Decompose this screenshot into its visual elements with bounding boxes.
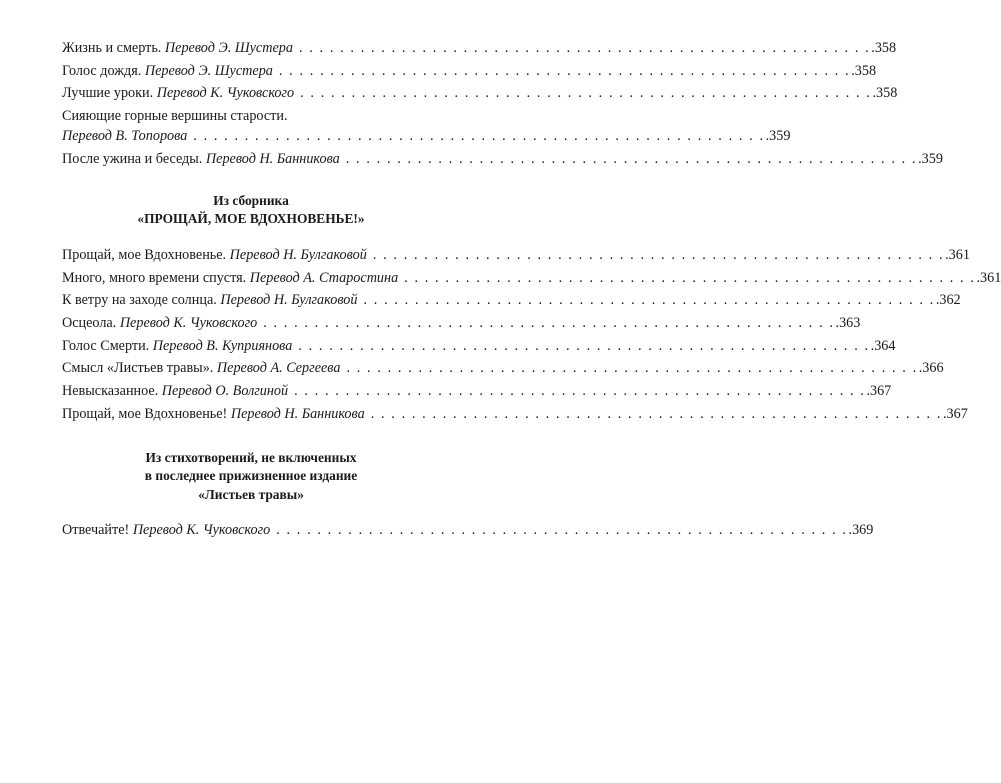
toc-entry (62, 313, 861, 333)
entry-page-number: .366 (918, 360, 944, 377)
section-heading-line: «ПРОЩАЙ, МОЕ ВДОХНОВЕНЬЕ!» (137, 211, 365, 227)
toc-section-list (62, 520, 874, 540)
entry-page-number: .362 (935, 292, 961, 309)
leader-dots: . . . . . . . . . . . . . . . . . . . . . . . . . . . . . . . . . . . . . . . . . . . . . . . . . . . . . . . . (193, 128, 765, 145)
leader-dots: . . . . . . . . . . . . . . . . . . . . . . . . . . . . . . . . . . . . . . . . . . . . . . . . . . . . . . . . (263, 315, 835, 331)
entry-page-number: .367 (866, 383, 892, 400)
entry-translator: Перевод Э. Шустера (144, 62, 273, 79)
entry-title: Смысл «Листьев травы». (62, 360, 214, 377)
entry-title: После ужина и беседы. (62, 150, 203, 167)
entry-page-number: .363 (835, 315, 861, 331)
entry-title: Невысказанное. (62, 383, 159, 400)
entry-page-number: .369 (848, 521, 874, 538)
entry-translator: Перевод К. Чуковского (156, 85, 295, 102)
toc-entry (62, 358, 944, 378)
section-heading (62, 192, 440, 229)
entry-translator: Перевод Э. Шустера (164, 40, 293, 56)
section-heading (62, 449, 440, 505)
entry-title: Жизнь и смерть. (62, 40, 162, 56)
entry-title: Голос дождя. (62, 62, 142, 79)
section-heading-line: Из сборника (213, 192, 289, 208)
entry-title: Прощай, мое Вдохновенье! (62, 405, 228, 422)
entry-title: Отвечайте! (62, 521, 130, 538)
toc-section-list (62, 245, 1001, 424)
leader-dots: . . . . . . . . . . . . . . . . . . . . . . . . . . . . . . . . . . . . . . . . . . . . . . . . . . . . . . . . (346, 360, 918, 377)
leader-dots: . . . . . . . . . . . . . . . . . . . . . . . . . . . . . . . . . . . . . . . . . . . . . . . . . . . . . . . . (370, 405, 942, 422)
entry-title: Лучшие уроки. (62, 85, 154, 102)
entry-translator: Перевод К. Чуковского (119, 315, 258, 331)
entry-translator: Перевод В. Куприянова (152, 337, 293, 354)
entry-second-line (62, 126, 791, 146)
entry-page-number: .358 (872, 85, 898, 102)
toc-entry (62, 520, 874, 540)
entry-title: Сияющие горные вершины старости. (62, 108, 288, 125)
toc-entry (62, 61, 877, 81)
toc-entry (62, 381, 892, 401)
entry-title: Осцеола. (62, 315, 117, 331)
entry-page-number: .367 (943, 405, 968, 422)
entry-title: Много, много времени спустя. (62, 269, 247, 286)
toc-entry (62, 38, 897, 58)
leader-dots: . . . . . . . . . . . . . . . . . . . . . . . . . . . . . . . . . . . . . . . . . . . . . . . . . . . . . . . . (363, 292, 935, 309)
section-heading-line: Из стихотворений, не включенных (145, 449, 357, 465)
entry-page-number: .361 (945, 246, 970, 263)
toc-entry (62, 290, 961, 310)
leader-dots: . . . . . . . . . . . . . . . . . . . . . . . . . . . . . . . . . . . . . . . . . . . . . . . . . . . . . . . . (372, 246, 945, 263)
leader-dots: . . . . . . . . . . . . . . . . . . . . . . . . . . . . . . . . . . . . . . . . . . . . . . . . . . . . . . . . (276, 521, 848, 538)
entry-title: Прощай, мое Вдохновенье. (62, 246, 227, 263)
entry-translator: Перевод А. Сергеева (216, 360, 341, 377)
section-heading-line: в последнее прижизненное издание (144, 468, 358, 484)
toc-entry-multiline (62, 106, 791, 146)
entry-page-number: .359 (918, 150, 943, 167)
toc-section-continuation (62, 38, 943, 169)
table-of-contents (62, 38, 1001, 540)
toc-entry (62, 245, 970, 265)
entry-translator: Перевод Н. Банникова (230, 405, 365, 422)
leader-dots: . . . . . . . . . . . . . . . . . . . . . . . . . . . . . . . . . . . . . . . . . . . . . . . . . . . . . . . . (404, 269, 976, 286)
entry-title: К ветру на заходе солнца. (62, 292, 217, 309)
entry-translator: Перевод О. Волгиной (161, 383, 289, 400)
entry-translator: Перевод В. Топорова (62, 128, 188, 145)
entry-page-number: .359 (765, 128, 791, 145)
leader-dots: . . . . . . . . . . . . . . . . . . . . . . . . . . . . . . . . . . . . . . . . . . . . . . . . . . . . . . . . (298, 40, 871, 56)
toc-entry (62, 404, 968, 424)
entry-page-number: .358 (871, 40, 897, 56)
leader-dots: . . . . . . . . . . . . . . . . . . . . . . . . . . . . . . . . . . . . . . . . . . . . . . . . . . . . . . . . (294, 383, 866, 400)
leader-dots: . . . . . . . . . . . . . . . . . . . . . . . . . . . . . . . . . . . . . . . . . . . . . . . . . . . . . . . . (278, 62, 851, 79)
entry-translator: Перевод Н. Булгаковой (220, 292, 358, 309)
entry-translator: Перевод К. Чуковского (132, 521, 271, 538)
toc-entry (62, 149, 943, 169)
leader-dots: . . . . . . . . . . . . . . . . . . . . . . . . . . . . . . . . . . . . . . . . . . . . . . . . . . . . . . . . (345, 150, 918, 167)
entry-page-number: .361 (976, 269, 1001, 286)
toc-entry (62, 83, 898, 103)
entry-translator: Перевод Н. Банникова (205, 150, 340, 167)
toc-entry (62, 268, 1001, 288)
entry-title: Голос Смерти. (62, 337, 150, 354)
entry-translator: Перевод А. Старостина (249, 269, 399, 286)
section-heading-line: «Листьев травы» (198, 486, 304, 502)
leader-dots: . . . . . . . . . . . . . . . . . . . . . . . . . . . . . . . . . . . . . . . . . . . . . . . . . . . . . . . . (300, 85, 872, 102)
entry-page-number: .358 (851, 62, 877, 79)
leader-dots: . . . . . . . . . . . . . . . . . . . . . . . . . . . . . . . . . . . . . . . . . . . . . . . . . . . . . . . . (298, 337, 870, 354)
entry-page-number: .364 (870, 337, 896, 354)
entry-translator: Перевод Н. Булгаковой (229, 246, 367, 263)
toc-entry (62, 336, 896, 356)
